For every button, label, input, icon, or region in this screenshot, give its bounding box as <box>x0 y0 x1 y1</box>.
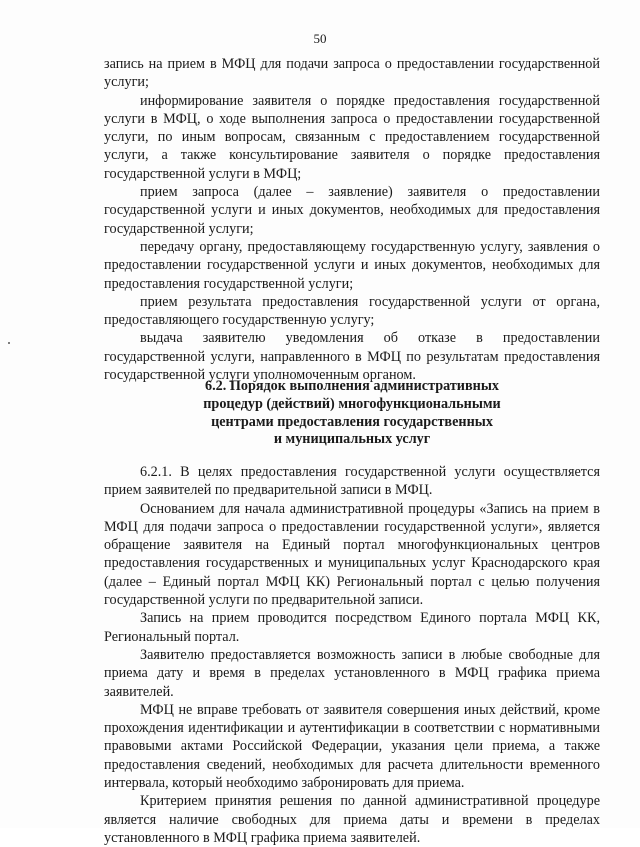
paragraph-informing-applicant: информирование заявителя о порядке предоставления государственной услуги в МФЦ, о ходе выполнения запроса о предоставлении государственной услуги, по иным вопросам, связанным с предоставлением государственной услуги, а также консультирование заявителя о порядке предоставления государственной услуги в МФЦ; <box>104 92 600 182</box>
paragraph-mfc-appointment: запись на прием в МФЦ для подачи запроса о предоставлении государственной услуги; <box>104 56 600 91</box>
paragraph-no-extra-actions: МФЦ не вправе требовать от заявителя совершения иных действий, кроме прохождения идентификации и аутентификации в соответствии с нормативными правовыми актами Российской Федерации, указания цели приема, а также предоставления сведений, необходимых для расчета длительности временного интервала, который необходимо забронировать для приема. <box>104 701 600 792</box>
page-number: 50 <box>313 31 327 46</box>
paragraph-6-2-1: 6.2.1. В целях предоставления государственной услуги осуществляется прием заявителей по предварительной записи в МФЦ. <box>104 464 600 499</box>
bottom-text-block <box>104 463 600 847</box>
section-heading-6-2 <box>104 378 600 449</box>
paragraph-procedure-basis: Основанием для начала административной процедуры «Запись на прием в МФЦ для подачи запроса о предоставлении государственной услуги», является обращение заявителя на Единый портал многофункциональных центров предоставления государственных и муниципальных услуг Краснодарского края (далее – Единый портал МФЦ КК) Региональный портал с целью получения государственной услуги по предварительной записи. <box>104 500 600 609</box>
heading-line: процедур (действий) многофункциональными <box>203 395 501 412</box>
paragraph-slot-choice: Заявителю предоставляется возможность записи в любые свободные для приема дату и время в пределах установленного в МФЦ графика приема заявителей. <box>104 646 600 700</box>
paragraph-transfer-to-authority: передачу органу, предоставляющему государственную услугу, заявления о предоставлении государственной услуги и иных документов, необходимых для предоставления государственной услуги; <box>104 238 600 292</box>
top-text-block <box>104 55 600 384</box>
paragraph-decision-criterion: Критерием принятия решения по данной административной процедуре является наличие свободных для приема даты и времени в пределах установленного в МФЦ графика приема заявителей. <box>104 793 600 846</box>
heading-line: центрами предоставления государственных <box>211 413 493 430</box>
paragraph-receive-result: прием результата предоставления государственной услуги от органа, предоставляющего государственную услугу; <box>104 293 600 329</box>
paragraph-request-intake: прием запроса (далее – заявление) заявителя о предоставлении государственной услуги и иных документов, необходимых для предоставления государственной услуги; <box>104 184 600 237</box>
paragraph-refusal-notice: выдача заявителю уведомления об отказе в предоставлении государственной услуги, направленного в МФЦ по результатам предоставления государственной услуги уполномоченным органом. <box>104 330 600 384</box>
paragraph-booking-method: Запись на прием проводится посредством Единого портала МФЦ КК, Региональный портал. <box>104 610 600 645</box>
heading-line: 6.2. Порядок выполнения административных <box>204 378 499 394</box>
heading-line: и муниципальных услуг <box>273 431 431 448</box>
scan-speck <box>8 342 10 344</box>
